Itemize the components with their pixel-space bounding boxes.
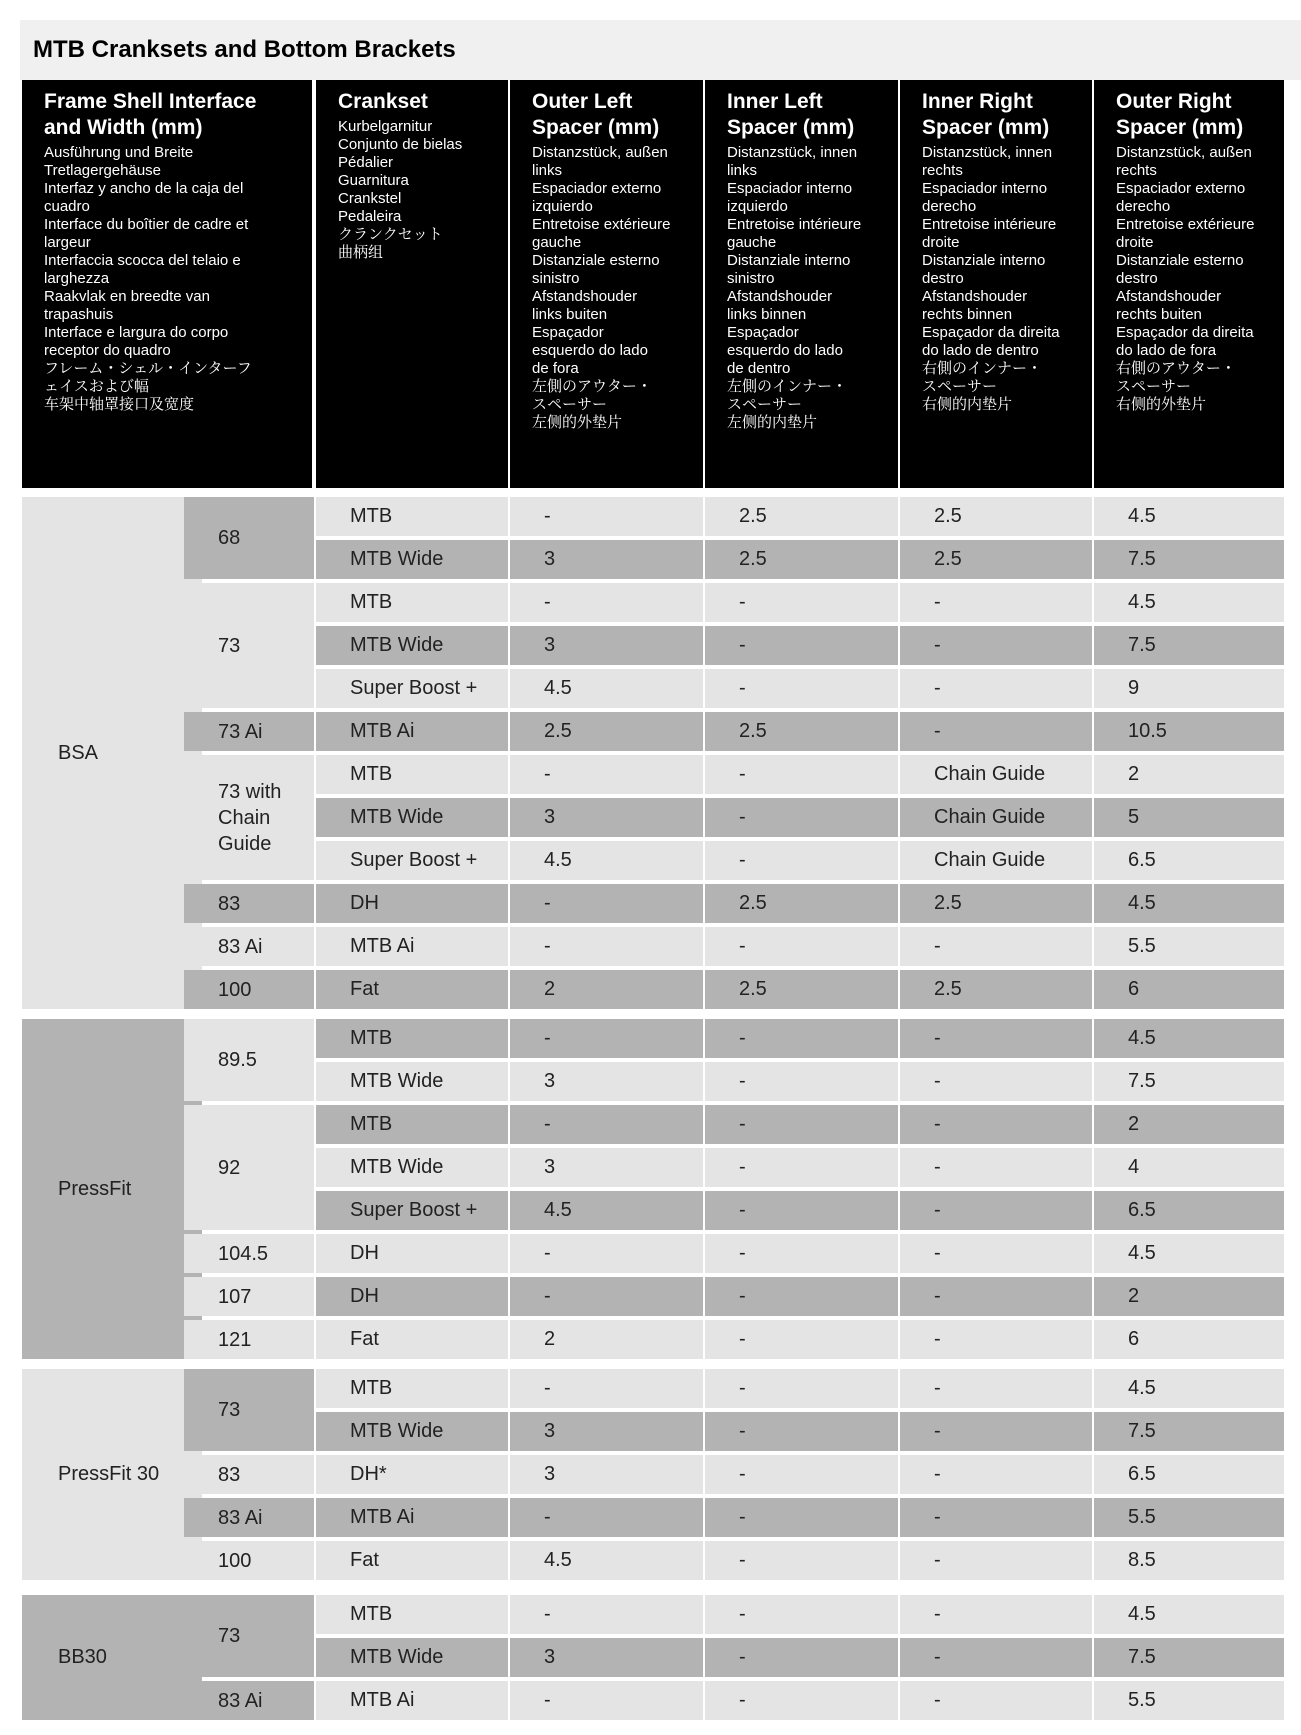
outer-right-spacer-cell: 7.5 (1094, 626, 1284, 665)
inner-left-spacer-cell: - (705, 798, 898, 837)
header-title: Outer Right (1116, 90, 1232, 113)
outer-right-spacer-cell: 2 (1094, 1277, 1284, 1316)
header-translation: Interfaccia scocca del telaio e (44, 252, 241, 269)
inner-right-spacer-cell: - (900, 669, 1092, 708)
header-translation: Espaçador da direita (1116, 324, 1254, 341)
crankset-cell: MTB (316, 1019, 508, 1058)
outer-right-spacer-cell: 4.5 (1094, 1234, 1284, 1273)
inner-left-spacer-cell: - (705, 583, 898, 622)
crankset-cell: Super Boost + (316, 669, 508, 708)
inner-right-spacer-cell: - (900, 712, 1092, 751)
outer-right-spacer-cell: 6.5 (1094, 1191, 1284, 1230)
header-translation: de fora (532, 360, 579, 377)
outer-right-spacer-cell: 5.5 (1094, 1681, 1284, 1720)
header-translation: Espaçador (727, 324, 799, 341)
header-translation: de dentro (727, 360, 791, 377)
header-translation: Conjunto de bielas (338, 136, 463, 153)
inner-right-spacer-cell: - (900, 1191, 1092, 1230)
inner-right-spacer-cell: - (900, 1595, 1092, 1634)
outer-right-spacer-cell: 5.5 (1094, 927, 1284, 966)
crankset-cell: MTB Wide (316, 1062, 508, 1101)
header-outer-right (1094, 80, 1284, 488)
header-translation: destro (1116, 270, 1158, 287)
outer-left-spacer-cell: 3 (510, 626, 703, 665)
header-translation: Espaçador (532, 324, 604, 341)
header-translation: rechts (1116, 162, 1157, 179)
shell-width-cell: 100 (184, 1541, 314, 1580)
header-translation: droite (1116, 234, 1154, 251)
outer-left-spacer-cell: 3 (510, 540, 703, 579)
outer-left-spacer-cell: 3 (510, 1455, 703, 1494)
outer-left-spacer-cell: - (510, 1277, 703, 1316)
outer-left-spacer-cell: - (510, 884, 703, 923)
header-translation: 右侧的外垫片 (1116, 396, 1207, 413)
header-translation: Distanzstück, innen (922, 144, 1053, 161)
header-translation: Espaciador interno (727, 180, 853, 197)
shell-width-cell: 83 Ai (184, 1498, 314, 1537)
inner-right-spacer-cell: 2.5 (900, 884, 1092, 923)
header-translation: Afstandshouder (532, 288, 638, 305)
header-frame-shell (22, 80, 312, 488)
crankset-cell: MTB Ai (316, 1681, 508, 1720)
inner-right-spacer-cell: - (900, 1498, 1092, 1537)
header-translation: derecho (922, 198, 977, 215)
inner-right-spacer-cell: - (900, 1681, 1092, 1720)
crankset-cell: MTB Ai (316, 1498, 508, 1537)
inner-right-spacer-cell: - (900, 927, 1092, 966)
shell-width-cell: 104.5 (184, 1234, 314, 1273)
inner-right-spacer-cell: Chain Guide (900, 841, 1092, 880)
outer-left-spacer-cell: 3 (510, 1412, 703, 1451)
inner-right-spacer-cell: - (900, 1455, 1092, 1494)
inner-left-spacer-cell: - (705, 1412, 898, 1451)
crankset-cell: Super Boost + (316, 841, 508, 880)
crankset-cell: Fat (316, 1541, 508, 1580)
header-translation: Espaciador externo (1116, 180, 1246, 197)
crankset-cell: DH* (316, 1455, 508, 1494)
outer-left-spacer-cell: 4.5 (510, 841, 703, 880)
header-translation: largeur (44, 234, 91, 251)
inner-right-spacer-cell: - (900, 1638, 1092, 1677)
crankset-cell: MTB (316, 1369, 508, 1408)
outer-left-spacer-cell: 3 (510, 798, 703, 837)
crankset-cell: MTB (316, 1595, 508, 1634)
shell-width-cell: 73 (184, 1369, 314, 1451)
header-translation: スペーサー (1116, 378, 1192, 395)
outer-right-spacer-cell: 9 (1094, 669, 1284, 708)
shell-width-cell: 83 Ai (184, 927, 314, 966)
outer-left-spacer-cell: 3 (510, 1638, 703, 1677)
header-translation: do lado de fora (1116, 342, 1217, 359)
header-translation: Guarnitura (338, 172, 409, 189)
inner-left-spacer-cell: - (705, 669, 898, 708)
header-translation: Espaciador interno (922, 180, 1048, 197)
header-translation: sinistro (532, 270, 580, 287)
inner-left-spacer-cell: 2.5 (705, 497, 898, 536)
header-translation: 左侧的内垫片 (727, 414, 818, 431)
outer-left-spacer-cell: - (510, 927, 703, 966)
outer-right-spacer-cell: 4.5 (1094, 1595, 1284, 1634)
inner-left-spacer-cell: - (705, 1105, 898, 1144)
shell-width-cell: 73 with Chain Guide (184, 755, 314, 880)
header-translation: Interface du boîtier de cadre et (44, 216, 249, 233)
header-translation: Entretoise extérieure (1116, 216, 1255, 233)
outer-right-spacer-cell: 8.5 (1094, 1541, 1284, 1580)
outer-right-spacer-cell: 6.5 (1094, 841, 1284, 880)
inner-left-spacer-cell: - (705, 1541, 898, 1580)
header-translation: izquierdo (727, 198, 788, 215)
shell-width-cell: 73 (184, 1595, 314, 1677)
header-translation: Crankstel (338, 190, 402, 207)
inner-left-spacer-cell: 2.5 (705, 884, 898, 923)
header-translation: Distanziale esterno (1116, 252, 1244, 269)
header-inner-left (705, 80, 898, 488)
inner-left-spacer-cell: - (705, 755, 898, 794)
crankset-cell: MTB (316, 497, 508, 536)
crankset-cell: MTB Ai (316, 712, 508, 751)
frame-interface-cell: PressFit 30 (22, 1369, 202, 1580)
inner-right-spacer-cell: - (900, 1412, 1092, 1451)
header-translation: 曲柄组 (338, 244, 384, 261)
header-translation: links binnen (727, 306, 807, 323)
header-translation: Distanzstück, außen (532, 144, 668, 161)
inner-left-spacer-cell: - (705, 1019, 898, 1058)
inner-right-spacer-cell: 2.5 (900, 970, 1092, 1009)
crankset-cell: DH (316, 1234, 508, 1273)
header-translation: gauche (532, 234, 582, 251)
outer-right-spacer-cell: 6.5 (1094, 1455, 1284, 1494)
header-translation: derecho (1116, 198, 1171, 215)
outer-right-spacer-cell: 4.5 (1094, 1369, 1284, 1408)
shell-width-cell: 89.5 (184, 1019, 314, 1101)
header-translation: 左侧的外垫片 (532, 414, 623, 431)
inner-right-spacer-cell: - (900, 583, 1092, 622)
header-crankset (316, 80, 508, 488)
inner-left-spacer-cell: - (705, 1320, 898, 1359)
shell-width-cell: 92 (184, 1105, 314, 1230)
inner-left-spacer-cell: - (705, 1191, 898, 1230)
header-translation: Interface e largura do corpo (44, 324, 229, 341)
inner-left-spacer-cell: - (705, 1498, 898, 1537)
header-translation: ェイスおよび幅 (44, 378, 149, 395)
header-translation: links (532, 162, 563, 179)
outer-right-spacer-cell: 4 (1094, 1148, 1284, 1187)
inner-right-spacer-cell: - (900, 1234, 1092, 1273)
inner-left-spacer-cell: 2.5 (705, 970, 898, 1009)
outer-left-spacer-cell: - (510, 1105, 703, 1144)
header-translation: クランクセット (338, 226, 443, 243)
inner-left-spacer-cell: - (705, 1234, 898, 1273)
header-translation: Entretoise extérieure (532, 216, 671, 233)
inner-right-spacer-cell: - (900, 1062, 1092, 1101)
header-translation: Distanziale interno (727, 252, 851, 269)
inner-left-spacer-cell: - (705, 1681, 898, 1720)
header-title: Inner Left (727, 90, 823, 113)
outer-right-spacer-cell: 2 (1094, 755, 1284, 794)
shell-width-cell: 73 (184, 583, 314, 708)
header-translation: 车架中轴罩接口及宽度 (44, 396, 195, 413)
frame-interface-cell: BSA (22, 497, 202, 1009)
inner-left-spacer-cell: - (705, 1369, 898, 1408)
crankset-cell: MTB Wide (316, 626, 508, 665)
header-translation: droite (922, 234, 960, 251)
header-translation: sinistro (727, 270, 775, 287)
header-translation: esquerdo do lado (727, 342, 843, 359)
outer-left-spacer-cell: - (510, 1019, 703, 1058)
outer-right-spacer-cell: 5 (1094, 798, 1284, 837)
inner-left-spacer-cell: 2.5 (705, 540, 898, 579)
header-title: and Width (mm) (44, 116, 203, 139)
shell-width-cell: 107 (184, 1277, 314, 1316)
outer-right-spacer-cell: 4.5 (1094, 884, 1284, 923)
outer-right-spacer-cell: 4.5 (1094, 583, 1284, 622)
header-translation: do lado de dentro (922, 342, 1039, 359)
outer-left-spacer-cell: 3 (510, 1062, 703, 1101)
header-translation: フレーム・シェル・インターフ (44, 360, 252, 377)
outer-right-spacer-cell: 7.5 (1094, 1638, 1284, 1677)
inner-right-spacer-cell: - (900, 1277, 1092, 1316)
header-translation: Entretoise intérieure (727, 216, 862, 233)
header-translation: larghezza (44, 270, 110, 287)
outer-left-spacer-cell: - (510, 1234, 703, 1273)
header-translation: Afstandshouder (1116, 288, 1222, 305)
outer-right-spacer-cell: 7.5 (1094, 540, 1284, 579)
header-translation: 右侧的内垫片 (922, 396, 1013, 413)
inner-left-spacer-cell: - (705, 1148, 898, 1187)
header-translation: cuadro (44, 198, 90, 215)
inner-left-spacer-cell: - (705, 1277, 898, 1316)
outer-right-spacer-cell: 7.5 (1094, 1412, 1284, 1451)
inner-left-spacer-cell: - (705, 927, 898, 966)
outer-right-spacer-cell: 2 (1094, 1105, 1284, 1144)
outer-left-spacer-cell: 4.5 (510, 669, 703, 708)
outer-left-spacer-cell: 2 (510, 1320, 703, 1359)
header-translation: Tretlagergehäuse (44, 162, 162, 179)
inner-right-spacer-cell: - (900, 626, 1092, 665)
inner-right-spacer-cell: - (900, 1105, 1092, 1144)
outer-left-spacer-cell: 4.5 (510, 1191, 703, 1230)
inner-left-spacer-cell: - (705, 626, 898, 665)
header-translation: gauche (727, 234, 777, 251)
header-title: Spacer (mm) (727, 116, 855, 139)
header-title: Crankset (338, 90, 428, 113)
outer-right-spacer-cell: 6 (1094, 1320, 1284, 1359)
inner-right-spacer-cell: 2.5 (900, 497, 1092, 536)
inner-right-spacer-cell: - (900, 1019, 1092, 1058)
header-title: Spacer (mm) (1116, 116, 1244, 139)
outer-right-spacer-cell: 10.5 (1094, 712, 1284, 751)
header-translation: receptor do quadro (44, 342, 171, 359)
header-title: Outer Left (532, 90, 633, 113)
crankset-cell: Fat (316, 1320, 508, 1359)
outer-left-spacer-cell: - (510, 755, 703, 794)
header-translation: Distanzstück, innen (727, 144, 858, 161)
header-translation: Espaçador da direita (922, 324, 1060, 341)
shell-width-cell: 83 (184, 884, 314, 923)
shell-width-cell: 100 (184, 970, 314, 1009)
inner-right-spacer-cell: - (900, 1369, 1092, 1408)
outer-right-spacer-cell: 4.5 (1094, 1019, 1284, 1058)
shell-width-cell: 121 (184, 1320, 314, 1359)
header-translation: trapashuis (44, 306, 114, 323)
header-title: Inner Right (922, 90, 1033, 113)
header-translation: 右側のアウター・ (1116, 360, 1236, 377)
header-translation: Distanziale esterno (532, 252, 660, 269)
header-translation: Afstandshouder (727, 288, 833, 305)
header-title: Spacer (mm) (532, 116, 660, 139)
header-translation: esquerdo do lado (532, 342, 648, 359)
outer-left-spacer-cell: - (510, 1595, 703, 1634)
inner-left-spacer-cell: - (705, 1638, 898, 1677)
crankset-cell: MTB (316, 1105, 508, 1144)
crankset-cell: MTB Wide (316, 1148, 508, 1187)
header-translation: スペーサー (922, 378, 998, 395)
header-translation: rechts (922, 162, 963, 179)
header-translation: Afstandshouder (922, 288, 1028, 305)
header-translation: Ausführung und Breite (44, 144, 194, 161)
inner-right-spacer-cell: Chain Guide (900, 798, 1092, 837)
inner-right-spacer-cell: - (900, 1148, 1092, 1187)
shell-width-cell: 73 Ai (184, 712, 314, 751)
header-translation: izquierdo (532, 198, 593, 215)
header-title: Spacer (mm) (922, 116, 1050, 139)
header-outer-left (510, 80, 703, 488)
frame-interface-cell: BB30 (22, 1595, 202, 1720)
crankset-cell: MTB Wide (316, 798, 508, 837)
crankset-cell: DH (316, 884, 508, 923)
outer-left-spacer-cell: 2 (510, 970, 703, 1009)
outer-left-spacer-cell: - (510, 583, 703, 622)
outer-right-spacer-cell: 6 (1094, 970, 1284, 1009)
outer-left-spacer-cell: 4.5 (510, 1541, 703, 1580)
outer-left-spacer-cell: - (510, 497, 703, 536)
header-translation: Distanzstück, außen (1116, 144, 1252, 161)
crankset-cell: Fat (316, 970, 508, 1009)
inner-right-spacer-cell: 2.5 (900, 540, 1092, 579)
shell-width-cell: 68 (184, 497, 314, 579)
header-translation: rechts binnen (922, 306, 1013, 323)
crankset-cell: Super Boost + (316, 1191, 508, 1230)
crankset-cell: MTB Ai (316, 927, 508, 966)
inner-left-spacer-cell: - (705, 1062, 898, 1101)
header-translation: Raakvlak en breedte van (44, 288, 210, 305)
header-translation: スペーサー (532, 396, 608, 413)
inner-left-spacer-cell: - (705, 1595, 898, 1634)
header-translation: links buiten (532, 306, 608, 323)
crankset-cell: MTB Wide (316, 1412, 508, 1451)
header-translation: Entretoise intérieure (922, 216, 1057, 233)
header-translation: Distanziale interno (922, 252, 1046, 269)
frame-interface-cell: PressFit (22, 1019, 202, 1359)
outer-left-spacer-cell: 3 (510, 1148, 703, 1187)
outer-right-spacer-cell: 5.5 (1094, 1498, 1284, 1537)
page-title: MTB Cranksets and Bottom Brackets (20, 20, 1301, 80)
crankset-cell: DH (316, 1277, 508, 1316)
header-title: Frame Shell Interface (44, 90, 257, 113)
outer-left-spacer-cell: - (510, 1498, 703, 1537)
inner-left-spacer-cell: - (705, 841, 898, 880)
crankset-cell: MTB (316, 583, 508, 622)
inner-left-spacer-cell: 2.5 (705, 712, 898, 751)
outer-left-spacer-cell: - (510, 1369, 703, 1408)
header-translation: Pedaleira (338, 208, 402, 225)
header-translation: 右側のインナー・ (922, 360, 1043, 377)
outer-right-spacer-cell: 4.5 (1094, 497, 1284, 536)
inner-right-spacer-cell: - (900, 1541, 1092, 1580)
inner-left-spacer-cell: - (705, 1455, 898, 1494)
crankset-cell: MTB (316, 755, 508, 794)
header-translation: Espaciador externo (532, 180, 662, 197)
header-translation: links (727, 162, 758, 179)
shell-width-cell: 83 Ai (184, 1681, 314, 1720)
outer-left-spacer-cell: - (510, 1681, 703, 1720)
inner-right-spacer-cell: - (900, 1320, 1092, 1359)
outer-left-spacer-cell: 2.5 (510, 712, 703, 751)
outer-right-spacer-cell: 7.5 (1094, 1062, 1284, 1101)
header-translation: 左側のインナー・ (727, 378, 848, 395)
header-translation: スペーサー (727, 396, 803, 413)
inner-right-spacer-cell: Chain Guide (900, 755, 1092, 794)
crankset-cell: MTB Wide (316, 540, 508, 579)
header-translation: Kurbelgarnitur (338, 118, 433, 135)
crankset-cell: MTB Wide (316, 1638, 508, 1677)
header-inner-right (900, 80, 1092, 488)
header-translation: Pédalier (338, 154, 394, 171)
shell-width-cell: 83 (184, 1455, 314, 1494)
header-translation: Interfaz y ancho de la caja del (44, 180, 244, 197)
header-translation: 左側のアウター・ (532, 378, 652, 395)
header-translation: rechts buiten (1116, 306, 1202, 323)
header-translation: destro (922, 270, 964, 287)
